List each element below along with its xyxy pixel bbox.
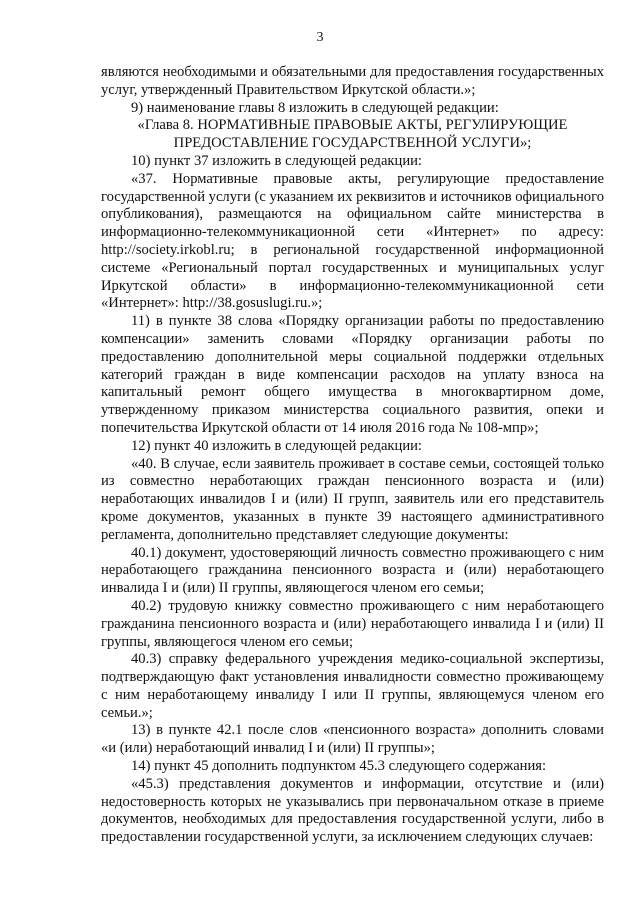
- paragraph-item-9: 9) наименование главы 8 изложить в следующей редакции:: [131, 99, 499, 116]
- page-number: 3: [316, 30, 324, 45]
- paragraph-37: «37. Нормативные правовые акты, регулирующие предоставление государственной услуги (с указанием их реквизитов и источников официального опубликования), размещаются на официальном сайте министерства в информационно-телекоммуникационной сети «Интернет» по адресу: http://society.irkobl.ru; в региональной государственной информационной системе «Региональный портал государственных и муниципальных услуг Иркутской области» в информационно-телекоммуникационной сети «Интернет»: http://38.gosuslugi.ru.»;: [101, 170, 604, 312]
- paragraph-item-11: 11) в пункте 38 слова «Порядку организации работы по предоставлению компенсации» заменить словами «Порядку организации работы по предоставлению дополнительной меры социальной поддержки отдельных категорий граждан в виде компенсации расходов на уплату взноса на капитальный ремонт общего имущества в многоквартирном доме, утвержденному приказом министерства социального развития, опеки и попечительства Иркутской области от 14 июля 2016 года № 108-мпр»;: [101, 313, 604, 436]
- chapter-heading: «Глава 8. НОРМАТИВНЫЕ ПРАВОВЫЕ АКТЫ, РЕГУЛИРУЮЩИЕ ПРЕДОСТАВЛЕНИЕ ГОСУДАРСТВЕННОЙ УСЛУГИ»;: [137, 117, 568, 152]
- paragraph-40-1: 40.1) документ, удостоверяющий личность совместно проживающего с ним неработающего гражданина пенсионного возраста и (или) неработающего инвалида I и (или) II группы, являющегося членом его семьи;: [101, 544, 604, 597]
- paragraph-item-13: 13) в пункте 42.1 после слов «пенсионного возраста» дополнить словами «и (или) неработающий инвалид I и (или) II группы»;: [101, 722, 604, 757]
- paragraph-item-12: 12) пункт 40 изложить в следующей редакции:: [131, 437, 422, 454]
- paragraph-item-14: 14) пункт 45 дополнить подпунктом 45.3 следующего содержания:: [131, 758, 547, 775]
- paragraph-45-3: «45.3) представления документов и информации, отсутствие и (или) недостоверность которых не указывались при первоначальном отказе в приеме документов, необходимых для предоставления государственной услуги, либо в предоставлении государственной услуги, за исключением следующих случаев:: [101, 775, 604, 846]
- document-body: [101, 64, 604, 847]
- paragraph-continuation: являются необходимыми и обязательными для предоставления государственных услуг, утвержденный Правительством Иркутской области.»;: [101, 64, 604, 98]
- paragraph-40-3: 40.3) справку федерального учреждения медико-социальной экспертизы, подтверждающую факт установления инвалидности совместно проживающему с ним неработающему инвалиду I или II группы, являющемуся членом его семьи.»;: [101, 651, 604, 721]
- paragraph-40: «40. В случае, если заявитель проживает в составе семьи, состоящей только из совместно неработающих граждан пенсионного возраста и (или) неработающих инвалидов I и (или) II групп, заявитель или его представитель кроме документов, указанных в пункте 39 настоящего административного регламента, дополнительно представляет следующие документы:: [101, 455, 604, 543]
- paragraph-40-2: 40.2) трудовую книжку совместно проживающего с ним неработающего гражданина пенсионного возраста и (или) неработающего инвалида I и (или) II группы, являющегося членом его семьи;: [101, 597, 604, 650]
- paragraph-item-10: 10) пункт 37 изложить в следующей редакции:: [131, 152, 422, 169]
